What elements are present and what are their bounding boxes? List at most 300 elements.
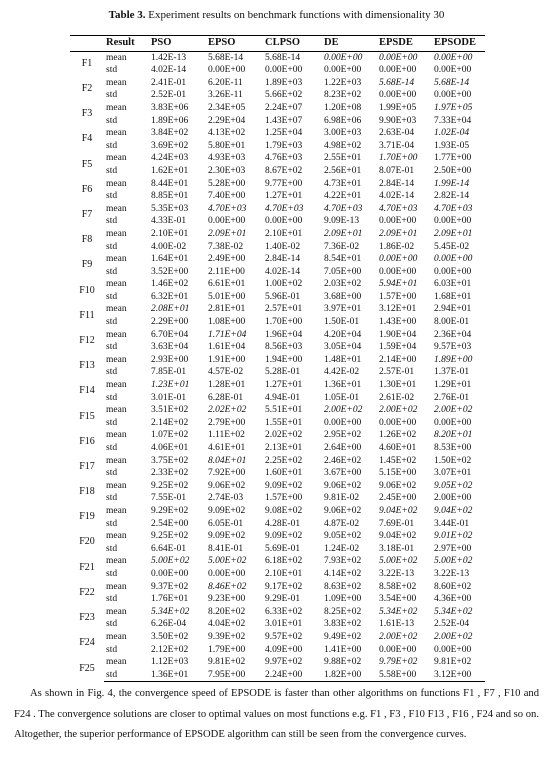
table-cell: 3.51E+02 [151,405,189,416]
table-cell: 9.25E+02 [151,480,189,491]
stat-label: mean [106,153,127,164]
table-cell: 8.58E+02 [379,581,417,592]
table-cell: 1.28E+01 [208,380,246,391]
table-cell: 1.55E+01 [265,417,303,428]
stat-label: std [106,317,118,328]
table-cell: 1.22E+03 [324,77,362,88]
table-cell: 9.81E+02 [434,657,472,668]
table-cell: 5.15E+00 [379,468,417,479]
table-cell: 3.84E+02 [151,128,189,139]
table-cell: 9.06E+02 [324,480,362,491]
table-cell: 1.20E+08 [324,102,362,113]
table-cell: 9.37E+02 [151,581,189,592]
table-cell: 1.29E+01 [434,380,472,391]
table-cell: 1.36E+01 [149,669,206,682]
table-cell: 8.63E+02 [324,581,362,592]
table-row [70,354,485,367]
table-cell: 9.49E+02 [324,631,362,642]
table-cell: 4.36E+00 [434,594,472,605]
table-cell: 0.00E+00 [379,52,418,63]
table-cell: 4.02E-14 [379,191,415,202]
table-cell: 2.14E+00 [379,354,417,365]
function-label: F19 [79,511,95,523]
column-header: EPSO [206,36,263,52]
table-cell: 1.70E+00 [265,317,303,328]
table-cell: 1.99E-14 [434,178,470,189]
function-label: F24 [79,637,95,649]
stat-label: mean [106,581,127,592]
table-cell: 1.79E+03 [265,140,303,151]
table-cell: 6.64E-01 [151,543,187,554]
stat-label: mean [106,657,127,668]
table-cell: 9.17E+02 [265,581,303,592]
table-cell: 1.25E+04 [265,128,303,139]
table-cell: 8.25E+02 [324,606,362,617]
table-row [70,518,485,531]
table-cell: 1.23E+01 [151,380,190,391]
stat-label: std [106,443,118,453]
table-cell: 2.10E+01 [151,228,189,239]
table-cell: 2.82E-14 [434,191,470,202]
table-row [70,644,485,657]
table-cell: 9.09E+02 [265,480,303,491]
stat-label: mean [106,606,127,617]
table-row [70,530,485,543]
table-cell: 1.46E+02 [151,279,189,290]
table-cell: 1.61E-13 [379,619,415,630]
table-cell: 8.46E+02 [208,581,247,592]
column-header: EPSODE [432,36,485,52]
table-cell: 1.64E+01 [151,254,189,265]
table-row [70,291,485,304]
table-cell: 3.69E+02 [151,140,189,151]
table-cell: 2.00E+02 [379,405,418,416]
table-cell: 1.45E+02 [379,455,417,466]
stat-label: std [106,543,118,554]
table-cell: 1.07E+02 [151,430,189,441]
function-label: F7 [81,209,93,221]
table-cell: 1.36E+01 [324,380,362,391]
table-cell: 3.12E+01 [379,304,417,315]
table-cell: 4.20E+04 [324,329,362,340]
stat-label: mean [106,279,127,290]
table-row [70,203,485,216]
column-header: DE [322,36,377,52]
table-cell: 5.00E+02 [208,556,247,567]
table-cell: 3.75E+02 [151,455,189,466]
stat-label: std [106,140,118,151]
table-row [70,618,485,631]
column-header [70,36,104,52]
function-label: F4 [81,133,93,145]
table-row [70,303,485,316]
table-cell: 2.84E-14 [265,254,301,265]
table-cell: 9.05E+02 [434,480,473,491]
table-cell: 0.00E+00 [434,52,473,63]
table-cell: 1.09E+00 [324,594,362,605]
table-cell: 7.33E+04 [434,115,472,126]
stat-label: std [106,468,118,479]
table-cell: 2.81E+01 [208,304,246,315]
stat-label: std [106,342,118,353]
results-table [70,35,485,682]
stat-label: mean [106,455,127,466]
table-cell: 1.79E+00 [208,644,246,655]
table-cell: 2.09E+01 [434,228,473,239]
table-cell: 4.94E-01 [265,392,301,403]
table-cell: 5.68E-14 [208,52,244,63]
table-cell: 2.09E+01 [208,228,247,239]
table-cell: 3.67E+00 [324,468,362,479]
table-cell: 8.20E+02 [208,606,246,617]
table-cell: 0.00E+00 [434,417,472,428]
table-cell: 4.28E-01 [265,518,301,529]
table-cell: 4.70E+03 [379,203,418,214]
table-cell: 3.97E+01 [324,304,362,315]
stat-label: std [106,619,118,630]
table-cell: 5.00E+02 [379,556,418,567]
table-cell: 2.84E-14 [379,178,415,189]
table-cell: 1.60E+01 [265,468,303,479]
table-cell: 7.69E-01 [379,518,415,529]
table-cell: 8.44E+01 [151,178,189,189]
table-cell: 8.60E+02 [434,581,472,592]
table-cell: 1.37E-01 [434,367,470,378]
stat-label: mean [106,531,127,542]
table-cell: 3.18E-01 [379,543,415,554]
table-cell: 2.10E+01 [265,568,303,579]
function-label: F1 [81,57,93,69]
table-row [70,77,485,90]
table-cell: 5.34E+02 [151,606,190,617]
stat-label: mean [106,405,127,416]
table-row [70,442,485,455]
table-cell: 1.91E+00 [208,354,246,365]
table-row [70,102,485,115]
table-cell: 6.33E+02 [265,606,303,617]
table-row [70,555,485,568]
stat-label: mean [106,354,127,365]
table-cell: 1.89E+00 [434,354,473,365]
table-cell: 1.43E+07 [265,115,303,126]
table-cell: 2.11E+00 [208,266,245,277]
table-cell: 2.24E+00 [263,669,322,682]
table-caption-label: Table 3. [108,9,146,21]
table-row [70,316,485,329]
table-cell: 2.12E+02 [151,644,189,655]
table-row [70,606,485,619]
table-cell: 9.29E-01 [265,594,301,605]
table-header-row [70,36,485,52]
function-label: F25 [79,662,95,674]
stat-label: mean [106,228,127,239]
function-label: F13 [79,360,95,372]
table-cell: 9.81E+02 [208,657,246,668]
body-paragraph: As shown in Fig. 4, the convergence speed of EPSODE is faster than other algorithms on functions F1 , F7 , F10 and F24 . The convergence solutions are closer to optimal values on most functions e.g. F1 , F3 , F10 F13 , F16 , F24 and so on. Altogether, the superior performance of EPSODE algorithm can still be seen from the convergence curves. [14,688,539,740]
table-cell: 7.95E+00 [206,669,263,682]
stat-label: mean [106,254,127,265]
table-cell: 0.00E+00 [379,65,417,76]
table-cell: 1.86E-02 [379,241,415,252]
table-cell: 9.04E+02 [379,531,417,542]
table-cell: 4.02E-14 [151,65,187,76]
table-caption-text: Experiment results on benchmark functions with dimensionality 30 [145,9,445,21]
table-cell: 4.98E+02 [324,140,362,151]
table-cell: 6.26E-04 [151,619,187,630]
stat-label: mean [106,102,127,113]
table-row [70,190,485,203]
table-cell: 4.76E+03 [265,153,303,164]
table-cell: 5.35E+03 [151,203,189,214]
table-cell: 0.00E+00 [379,417,417,428]
function-label: F6 [81,183,93,195]
table-cell: 2.00E+02 [434,405,473,416]
function-label: F14 [79,385,95,397]
table-row [70,329,485,342]
table-body [70,51,485,682]
table-cell: 7.36E-02 [324,241,360,252]
function-label: F8 [81,234,93,246]
table-cell: 0.00E+00 [265,216,303,227]
table-cell: 1.93E-05 [434,140,470,151]
function-label: F21 [79,561,95,573]
table-cell: 9.06E+02 [324,505,362,516]
table-cell: 9.88E+02 [324,657,362,668]
table-cell: 3.83E+06 [151,102,189,113]
table-row [70,152,485,165]
table-cell: 2.55E+01 [324,153,362,164]
table-cell: 5.45E-02 [434,241,470,252]
table-row [70,140,485,153]
table-cell: 3.01E-01 [151,392,187,403]
table-row [70,467,485,480]
table-cell: 3.01E+01 [265,619,303,630]
table-row [70,392,485,405]
table-cell: 2.09E+01 [324,228,363,239]
table-cell: 3.05E+04 [324,342,362,353]
table-cell: 9.90E+03 [379,115,417,126]
table-cell: 9.08E+02 [265,505,303,516]
table-cell: 8.67E+02 [265,165,303,176]
table-cell: 4.73E+01 [324,178,362,189]
table-cell: 1.61E+04 [208,342,246,353]
table-cell: 2.52E-04 [434,619,470,630]
table-cell: 1.43E+00 [379,317,417,328]
table-cell: 1.59E+04 [379,342,417,353]
table-cell: 1.57E+00 [379,291,417,302]
table-cell: 5.69E-01 [265,543,301,554]
table-cell: 4.06E+01 [151,443,189,453]
table-cell: 1.27E+01 [265,380,303,391]
stat-label: std [106,90,118,101]
table-cell: 5.68E-14 [265,52,301,63]
function-label: F17 [79,460,95,472]
table-cell: 1.57E+00 [265,493,303,504]
table-cell: 1.48E+01 [324,354,362,365]
table-cell: 1.77E+00 [434,153,472,164]
column-header: CLPSO [263,36,322,52]
stat-label: std [106,115,118,126]
table-cell: 6.03E+01 [434,279,472,290]
table-cell: 2.56E+01 [324,165,362,176]
table-cell: 9.09E+02 [208,505,246,516]
table-cell: 6.61E+01 [208,279,246,290]
table-cell: 2.36E+04 [434,329,472,340]
function-label: F20 [79,536,95,548]
stat-label: mean [106,480,127,491]
table-row [70,51,485,64]
table-cell: 0.00E+00 [434,90,472,101]
table-cell: 5.00E+02 [434,556,473,567]
table-row [70,568,485,581]
stat-label: std [106,417,118,428]
table-cell: 5.66E+02 [265,90,303,101]
stat-label: std [106,367,118,378]
table-cell: 3.83E+02 [324,619,362,630]
table-row [70,480,485,493]
table-cell: 2.02E+02 [265,430,303,441]
table-row [70,366,485,379]
table-cell: 1.24E-02 [324,543,360,554]
table-cell: 1.00E+02 [265,279,303,290]
stat-label: std [106,493,118,504]
table-cell: 0.00E+00 [324,417,362,428]
table-cell: 2.46E+02 [324,455,362,466]
stat-label: mean [106,52,127,63]
table-row [70,593,485,606]
table-cell: 8.54E+01 [324,254,362,265]
table-cell: 1.89E+06 [151,115,189,126]
table-cell: 8.53E+00 [434,443,472,453]
table-cell: 2.30E+03 [208,165,246,176]
table-cell: 0.00E+00 [208,216,246,227]
table-cell: 8.04E+01 [208,455,247,466]
table-cell: 1.30E+01 [379,380,417,391]
table-cell: 0.00E+00 [434,216,472,227]
table-cell: 1.76E+01 [151,594,189,605]
table-cell: 4.93E+03 [208,153,246,164]
stat-label: std [106,266,118,277]
table-cell: 2.64E+00 [324,443,362,453]
table-cell: 2.24E+07 [265,102,303,113]
table-row [70,64,485,77]
table-cell: 1.12E+03 [151,657,189,668]
table-cell: 3.00E+03 [324,128,362,139]
table-cell: 5.68E-14 [379,77,415,88]
table-cell: 1.99E+05 [379,102,417,113]
function-label: F22 [79,586,95,598]
table-cell: 9.04E+02 [379,505,418,516]
table-cell: 4.70E+03 [265,203,304,214]
table-cell: 5.34E+02 [379,606,418,617]
table-cell: 7.85E-01 [151,367,187,378]
function-label: F3 [81,108,93,120]
table-cell: 9.23E+00 [208,594,246,605]
table-cell: 0.00E+00 [379,254,418,265]
table-caption [0,8,553,22]
table-cell: 1.62E+01 [151,165,189,176]
table-row [70,455,485,468]
table-cell: 9.25E+02 [151,531,189,542]
stat-label: std [106,644,118,655]
table-cell: 1.97E+05 [434,102,473,113]
table-cell: 1.71E+04 [208,329,247,340]
table-cell: 8.07E-01 [379,165,415,176]
table-row [70,379,485,392]
stat-label: std [104,669,149,682]
table-cell: 1.40E-02 [265,241,301,252]
table-row [70,241,485,254]
table-cell: 5.68E-14 [434,77,470,88]
table-cell: 5.00E+02 [151,556,190,567]
table-cell: 2.61E-02 [379,392,415,403]
stat-label: mean [106,631,127,642]
table-cell: 1.41E+00 [324,644,362,655]
stat-label: std [106,65,118,76]
table-row [70,669,485,682]
table-row [70,278,485,291]
function-label: F16 [79,435,95,447]
table-cell: 5.01E+00 [208,291,246,302]
table-cell: 4.09E+00 [265,644,303,655]
table-cell: 9.29E+02 [151,505,189,516]
table-cell: 1.50E-01 [324,317,360,328]
table-cell: 1.08E+00 [208,317,246,328]
table-cell: 3.26E-11 [208,90,243,101]
stat-label: std [106,392,118,403]
table-cell: 4.60E+01 [379,443,417,453]
table-cell: 4.13E+02 [208,128,246,139]
table-cell: 3.50E+02 [151,631,189,642]
table-cell: 4.02E-14 [265,266,301,277]
stat-label: mean [106,556,127,567]
table-cell: 4.24E+03 [151,153,189,164]
table-cell: 4.42E-02 [324,367,360,378]
table-cell: 4.87E-02 [324,518,360,529]
table-row [70,656,485,669]
function-label: F11 [79,309,95,321]
table-row [70,429,485,442]
stat-label: std [106,291,118,302]
table-cell: 2.09E+01 [379,228,418,239]
table-cell: 2.00E+02 [324,405,363,416]
body-paragraph-block [14,684,539,746]
table-cell: 6.70E+04 [151,329,189,340]
function-label: F10 [79,284,95,296]
function-label: F5 [81,158,93,170]
table-cell: 2.33E+02 [151,468,189,479]
table-cell: 6.20E-11 [208,77,243,88]
table-cell: 2.00E+02 [379,631,418,642]
table-cell: 5.28E+00 [208,178,246,189]
table-cell: 0.00E+00 [434,65,472,76]
function-label: F12 [79,334,95,346]
table-cell: 2.10E+01 [265,228,303,239]
table-cell: 0.00E+00 [208,568,246,579]
table-cell: 5.80E+01 [208,140,246,151]
table-cell: 8.85E+01 [151,191,189,202]
table-cell: 2.93E+00 [151,354,189,365]
table-cell: 1.27E+01 [265,191,303,202]
table-cell: 0.00E+00 [324,52,363,63]
stat-label: mean [106,329,127,340]
table-cell: 5.34E+02 [434,606,473,617]
table-cell: 3.22E-13 [379,568,415,579]
table-row [70,89,485,102]
table-cell: 7.40E+00 [208,191,246,202]
table-cell: 1.02E-04 [434,128,470,139]
table-cell: 7.93E+02 [324,556,362,567]
